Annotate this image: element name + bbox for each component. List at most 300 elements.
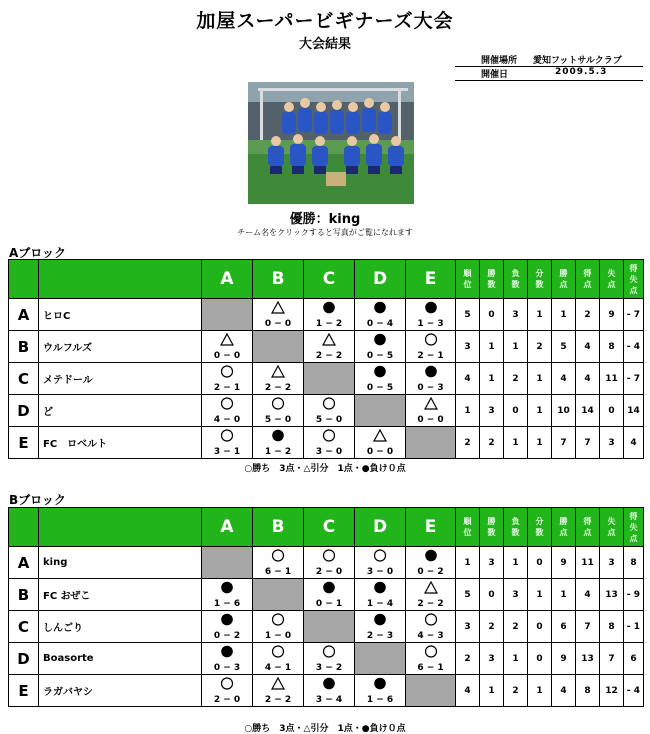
loss-icon xyxy=(406,301,455,313)
stat-value: 3 xyxy=(456,611,480,643)
match-score: 3 − 0 xyxy=(315,447,343,457)
stat-value: 3 xyxy=(504,579,528,611)
header-blank xyxy=(39,260,202,299)
stat-value: 2 xyxy=(576,299,600,331)
loss-icon xyxy=(304,581,354,593)
match-result-cell xyxy=(406,331,456,363)
header-blank xyxy=(9,508,39,547)
opponent-column-header: B xyxy=(253,508,304,547)
row-letter: E xyxy=(9,675,39,707)
match-result-cell xyxy=(253,363,304,395)
stat-value: 7 xyxy=(576,427,600,459)
match-score: 2 − 0 xyxy=(213,695,241,705)
match-score: 2 − 1 xyxy=(213,383,241,393)
venue-value: 愛知フットサルクラブ xyxy=(533,56,622,66)
team-name-link[interactable]: FC おぜこ xyxy=(39,579,202,611)
stat-column-header xyxy=(576,260,600,299)
stat-value: 1 xyxy=(480,675,504,707)
match-score: 1 − 4 xyxy=(366,599,394,609)
match-result-cell xyxy=(355,547,406,579)
stat-value: 4 xyxy=(552,675,576,707)
loss-icon xyxy=(355,301,405,313)
match-score: 0 − 0 xyxy=(417,415,444,425)
match-score: 6 − 1 xyxy=(417,663,444,673)
match-result-cell xyxy=(406,299,456,331)
stat-header-label: 負数 xyxy=(511,269,520,289)
row-letter: D xyxy=(9,643,39,675)
stat-value: 0 xyxy=(528,547,552,579)
stat-header-label: 得点 xyxy=(583,517,592,537)
match-result-cell xyxy=(355,427,406,459)
match-result-cell xyxy=(406,643,456,675)
stat-value: 14 xyxy=(576,395,600,427)
header-blank xyxy=(39,508,202,547)
stat-column-header xyxy=(504,508,528,547)
opponent-column-header: C xyxy=(304,260,355,299)
draw-icon xyxy=(253,677,303,689)
team-name-link[interactable]: ヒロC xyxy=(39,299,202,331)
stat-value: 3 xyxy=(456,331,480,363)
match-result-cell xyxy=(355,579,406,611)
win-icon xyxy=(304,549,354,561)
stat-value: 3 xyxy=(480,547,504,579)
match-result-cell xyxy=(406,363,456,395)
table-row xyxy=(9,611,644,643)
stat-value: 1 xyxy=(456,395,480,427)
stat-value: 2 xyxy=(528,331,552,363)
stat-value: 6 xyxy=(624,643,644,675)
table-row xyxy=(9,675,644,707)
match-score: 4 − 3 xyxy=(417,631,444,641)
loss-icon xyxy=(202,645,252,657)
winner-text: 優勝：king xyxy=(289,212,361,227)
win-icon xyxy=(253,397,303,409)
stat-header-label: 負数 xyxy=(511,517,520,537)
stat-column-header xyxy=(480,508,504,547)
draw-icon xyxy=(406,397,455,409)
loss-icon xyxy=(355,677,405,689)
header-blank xyxy=(9,260,39,299)
loss-icon xyxy=(304,301,354,313)
block-b-legend: ○勝ち 3点・△引分 1点・●負け０点 xyxy=(244,724,406,734)
block-b-table xyxy=(8,507,644,707)
self-match-cell xyxy=(355,643,406,675)
stat-value: 3 xyxy=(600,547,624,579)
match-score: 3 − 2 xyxy=(315,663,343,673)
stat-value: 5 xyxy=(552,331,576,363)
self-match-cell xyxy=(253,579,304,611)
page-subtitle: 大会結果 xyxy=(298,37,351,52)
stat-column-header xyxy=(480,260,504,299)
stat-value: 3 xyxy=(480,395,504,427)
stat-column-header xyxy=(456,508,480,547)
loss-icon xyxy=(406,365,455,377)
loss-icon xyxy=(355,613,405,625)
row-letter: C xyxy=(9,363,39,395)
match-result-cell xyxy=(304,427,355,459)
stat-value: 2 xyxy=(480,427,504,459)
stat-value: 2 xyxy=(456,643,480,675)
team-name-link[interactable]: メテドール xyxy=(39,363,202,395)
draw-icon xyxy=(253,365,303,377)
stat-value: 1 xyxy=(504,331,528,363)
match-result-cell xyxy=(202,579,253,611)
self-match-cell xyxy=(406,675,456,707)
match-result-cell xyxy=(253,547,304,579)
match-result-cell xyxy=(304,643,355,675)
self-match-cell xyxy=(304,363,355,395)
stat-value: 1 xyxy=(456,547,480,579)
match-result-cell xyxy=(202,395,253,427)
self-match-cell xyxy=(202,299,253,331)
stat-value: 10 xyxy=(552,395,576,427)
stat-column-header xyxy=(576,508,600,547)
match-result-cell xyxy=(253,675,304,707)
match-result-cell xyxy=(355,331,406,363)
team-name-link[interactable]: ラガバヤシ xyxy=(39,675,202,707)
loss-icon xyxy=(355,581,405,593)
match-result-cell xyxy=(202,611,253,643)
stat-value: 4 xyxy=(456,675,480,707)
loss-icon xyxy=(253,429,303,441)
opponent-column-header: E xyxy=(406,508,456,547)
stat-value: 0 xyxy=(480,299,504,331)
stat-header-label: 順位 xyxy=(463,517,472,537)
match-score: 5 − 0 xyxy=(264,415,292,425)
match-result-cell xyxy=(253,643,304,675)
stat-value: 0 xyxy=(528,643,552,675)
table-row xyxy=(9,363,644,395)
match-result-cell xyxy=(406,395,456,427)
stat-header-label: 順位 xyxy=(463,269,472,289)
match-score: 3 − 4 xyxy=(315,695,343,705)
match-score: 2 − 2 xyxy=(264,695,292,705)
team-name-link[interactable]: king xyxy=(39,547,202,579)
draw-icon xyxy=(253,301,303,313)
match-result-cell xyxy=(304,331,355,363)
stat-header-label: 失点 xyxy=(607,269,616,289)
match-result-cell xyxy=(253,395,304,427)
self-match-cell xyxy=(355,395,406,427)
date-value: 2009.5.3 xyxy=(555,67,608,77)
match-result-cell xyxy=(253,299,304,331)
win-icon xyxy=(202,397,252,409)
table-header-row xyxy=(9,508,644,547)
stat-value: 4 xyxy=(456,363,480,395)
match-result-cell xyxy=(253,427,304,459)
loss-icon xyxy=(304,677,354,689)
stat-value: 1 xyxy=(528,299,552,331)
stat-value: - 9 xyxy=(624,579,644,611)
stat-value: 7 xyxy=(552,427,576,459)
match-result-cell xyxy=(406,547,456,579)
row-letter: A xyxy=(9,547,39,579)
stat-column-header xyxy=(624,508,644,547)
self-match-cell xyxy=(202,547,253,579)
match-result-cell xyxy=(304,299,355,331)
stat-value: 1 xyxy=(552,299,576,331)
opponent-column-header: A xyxy=(202,508,253,547)
team-name-link[interactable]: しんごり xyxy=(39,611,202,643)
match-score: 3 − 0 xyxy=(366,567,394,577)
table-row xyxy=(9,331,644,363)
match-result-cell xyxy=(355,611,406,643)
row-letter: B xyxy=(9,579,39,611)
page-title: 加屋スーパービギナーズ大会 xyxy=(196,10,454,32)
stat-value: - 7 xyxy=(624,363,644,395)
stat-value: 7 xyxy=(600,643,624,675)
match-result-cell xyxy=(202,427,253,459)
table-row xyxy=(9,427,644,459)
stat-value: 4 xyxy=(576,579,600,611)
table-row xyxy=(9,395,644,427)
stat-value: 3 xyxy=(600,427,624,459)
stat-column-header xyxy=(552,508,576,547)
stat-header-label: 勝数 xyxy=(487,517,496,537)
team-name-link[interactable]: ど xyxy=(39,395,202,427)
stat-value: 5 xyxy=(456,579,480,611)
loss-icon xyxy=(406,549,455,561)
stat-value: 1 xyxy=(504,547,528,579)
match-score: 2 − 0 xyxy=(315,567,343,577)
opponent-column-header: A xyxy=(202,260,253,299)
stat-value: 1 xyxy=(552,579,576,611)
win-icon xyxy=(304,645,354,657)
stat-value: 1 xyxy=(504,643,528,675)
stat-column-header xyxy=(552,260,576,299)
stat-value: 2 xyxy=(480,611,504,643)
stat-value: 0 xyxy=(504,395,528,427)
win-icon xyxy=(202,677,252,689)
stat-value: 4 xyxy=(624,427,644,459)
match-result-cell xyxy=(304,547,355,579)
block-b-title: Bブロック xyxy=(9,493,66,507)
match-score: 1 − 2 xyxy=(264,447,292,457)
row-letter: B xyxy=(9,331,39,363)
stat-header-label: 勝点 xyxy=(559,517,568,537)
stat-column-header xyxy=(528,260,552,299)
win-icon xyxy=(202,365,252,377)
draw-icon xyxy=(355,429,405,441)
match-result-cell xyxy=(202,643,253,675)
stat-header-label: 勝数 xyxy=(487,269,496,289)
stat-value: 1 xyxy=(480,331,504,363)
match-score: 0 − 1 xyxy=(315,599,343,609)
match-result-cell xyxy=(355,675,406,707)
stat-value: 7 xyxy=(576,611,600,643)
stat-value: 8 xyxy=(600,331,624,363)
team-name-link[interactable]: Boasorte xyxy=(39,643,202,675)
winner-team-photo xyxy=(248,82,414,204)
match-score: 3 − 1 xyxy=(213,447,241,457)
stat-column-header xyxy=(600,508,624,547)
match-score: 0 − 5 xyxy=(366,383,394,393)
win-icon xyxy=(202,429,252,441)
team-name-link[interactable]: ウルフルズ xyxy=(39,331,202,363)
stat-value: 1 xyxy=(528,675,552,707)
row-letter: A xyxy=(9,299,39,331)
self-match-cell xyxy=(406,427,456,459)
stat-value: 4 xyxy=(552,363,576,395)
date-info-row xyxy=(455,66,643,81)
stat-header-label: 分数 xyxy=(535,517,544,537)
match-score: 1 − 2 xyxy=(315,319,343,329)
venue-info-row xyxy=(455,52,643,67)
stat-value: 1 xyxy=(528,363,552,395)
table-row xyxy=(9,579,644,611)
stat-value: 4 xyxy=(576,363,600,395)
stat-header-label: 分数 xyxy=(535,269,544,289)
team-photo-image xyxy=(248,82,414,204)
match-score: 1 − 0 xyxy=(264,631,292,641)
stat-value: 8 xyxy=(624,547,644,579)
match-result-cell xyxy=(202,331,253,363)
stat-value: - 4 xyxy=(624,331,644,363)
match-result-cell xyxy=(304,579,355,611)
win-icon xyxy=(304,429,354,441)
match-result-cell xyxy=(355,363,406,395)
team-name-link[interactable]: FC ロベルト xyxy=(39,427,202,459)
stat-value: - 7 xyxy=(624,299,644,331)
match-score: 0 − 3 xyxy=(213,663,241,673)
stat-value: 5 xyxy=(456,299,480,331)
match-score: 0 − 0 xyxy=(213,351,241,361)
loss-icon xyxy=(355,365,405,377)
win-icon xyxy=(406,333,455,345)
stat-column-header xyxy=(624,260,644,299)
stat-value: 11 xyxy=(600,363,624,395)
loss-icon xyxy=(202,613,252,625)
stat-value: 2 xyxy=(504,675,528,707)
match-score: 2 − 2 xyxy=(417,599,444,609)
match-score: 1 − 6 xyxy=(366,695,394,705)
photo-note: チーム名をクリックすると写真がご覧になれます xyxy=(237,228,413,237)
match-score: 2 − 2 xyxy=(315,351,343,361)
match-score: 6 − 1 xyxy=(264,567,292,577)
stat-value: 3 xyxy=(480,643,504,675)
stat-header-label: 得失点 xyxy=(629,511,638,543)
block-a-title: Aブロック xyxy=(9,246,67,260)
win-icon xyxy=(355,549,405,561)
win-icon xyxy=(406,613,455,625)
stat-value: 8 xyxy=(600,611,624,643)
self-match-cell xyxy=(304,611,355,643)
stat-value: 9 xyxy=(552,643,576,675)
stat-value: 13 xyxy=(600,579,624,611)
table-row xyxy=(9,299,644,331)
win-icon xyxy=(253,613,303,625)
stat-column-header xyxy=(504,260,528,299)
opponent-column-header: E xyxy=(406,260,456,299)
match-result-cell xyxy=(406,579,456,611)
stat-value: 2 xyxy=(504,363,528,395)
match-score: 0 − 3 xyxy=(417,383,444,393)
match-result-cell xyxy=(253,611,304,643)
stat-value: 1 xyxy=(528,579,552,611)
match-score: 0 − 2 xyxy=(213,631,241,641)
row-letter: C xyxy=(9,611,39,643)
row-letter: E xyxy=(9,427,39,459)
match-score: 4 − 0 xyxy=(213,415,241,425)
stat-header-label: 失点 xyxy=(607,517,616,537)
stat-value: 1 xyxy=(504,427,528,459)
table-row xyxy=(9,643,644,675)
row-letter: D xyxy=(9,395,39,427)
date-label: 開催日 xyxy=(481,70,509,80)
loss-icon xyxy=(355,333,405,345)
stat-value: 8 xyxy=(576,675,600,707)
opponent-column-header: C xyxy=(304,508,355,547)
stat-header-label: 勝点 xyxy=(559,269,568,289)
block-a-table xyxy=(8,259,644,459)
stat-value: 0 xyxy=(480,579,504,611)
stat-value: 4 xyxy=(576,331,600,363)
stat-value: 9 xyxy=(552,547,576,579)
match-score: 0 − 0 xyxy=(264,319,292,329)
win-icon xyxy=(406,645,455,657)
draw-icon xyxy=(406,581,455,593)
match-score: 5 − 0 xyxy=(315,415,343,425)
stat-value: 12 xyxy=(600,675,624,707)
match-result-cell xyxy=(406,611,456,643)
match-score: 2 − 1 xyxy=(417,351,444,361)
stat-column-header xyxy=(600,260,624,299)
stat-header-label: 得点 xyxy=(583,269,592,289)
win-icon xyxy=(253,645,303,657)
match-score: 0 − 4 xyxy=(366,319,394,329)
stat-value: 0 xyxy=(528,611,552,643)
stat-value: 2 xyxy=(504,611,528,643)
stat-value: 6 xyxy=(552,611,576,643)
win-icon xyxy=(253,549,303,561)
match-score: 0 − 5 xyxy=(366,351,394,361)
table-row xyxy=(9,547,644,579)
stat-value: 2 xyxy=(456,427,480,459)
stat-value: 1 xyxy=(528,395,552,427)
match-score: 0 − 2 xyxy=(417,567,444,577)
match-score: 2 − 3 xyxy=(366,631,394,641)
match-score: 1 − 6 xyxy=(213,599,241,609)
loss-icon xyxy=(202,581,252,593)
win-icon xyxy=(304,397,354,409)
opponent-column-header: D xyxy=(355,508,406,547)
stat-value: 11 xyxy=(576,547,600,579)
match-score: 2 − 2 xyxy=(264,383,292,393)
match-score: 4 − 1 xyxy=(264,663,292,673)
block-a-legend: ○勝ち 3点・△引分 1点・●負け０点 xyxy=(244,464,406,474)
match-result-cell xyxy=(355,299,406,331)
stat-value: 9 xyxy=(600,299,624,331)
stat-value: 1 xyxy=(480,363,504,395)
stat-value: 13 xyxy=(576,643,600,675)
match-result-cell xyxy=(304,675,355,707)
stat-value: - 4 xyxy=(624,675,644,707)
match-result-cell xyxy=(304,395,355,427)
match-result-cell xyxy=(202,675,253,707)
draw-icon xyxy=(304,333,354,345)
match-score: 0 − 0 xyxy=(366,447,394,457)
stat-value: 14 xyxy=(624,395,644,427)
stat-column-header xyxy=(456,260,480,299)
opponent-column-header: B xyxy=(253,260,304,299)
stat-value: 3 xyxy=(504,299,528,331)
stat-value: 0 xyxy=(600,395,624,427)
stat-header-label: 得失点 xyxy=(629,263,638,295)
self-match-cell xyxy=(253,331,304,363)
draw-icon xyxy=(202,333,252,345)
match-score: 1 − 3 xyxy=(417,319,444,329)
stat-value: - 1 xyxy=(624,611,644,643)
